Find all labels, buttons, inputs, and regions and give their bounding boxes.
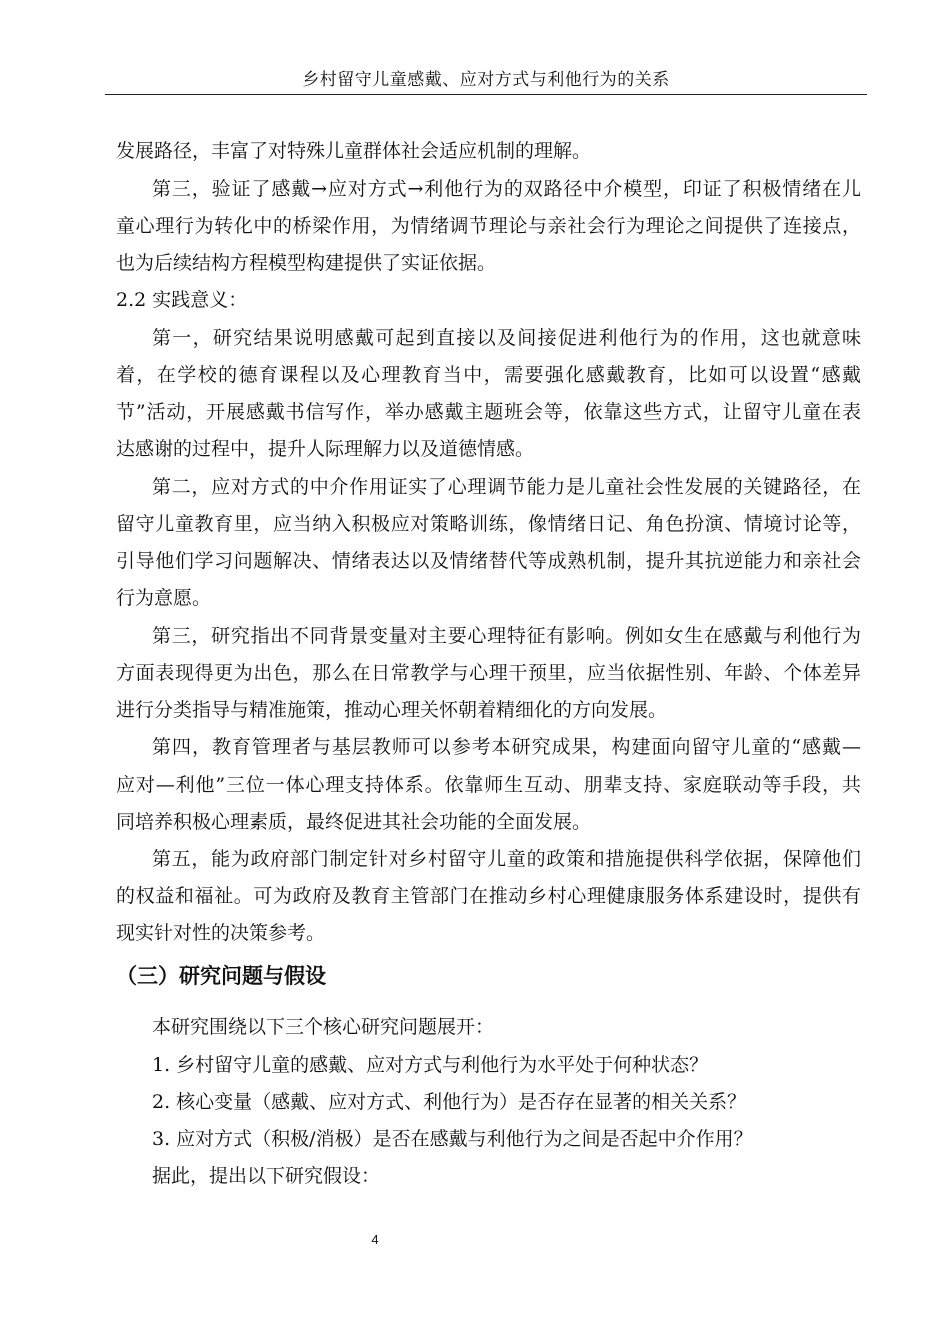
body-line: 节”活动，开展感戴书信写作，举办感戴主题班会等，依靠这些方式，让留守儿童在表 [116,401,861,423]
body-line: 达感谢的过程中，提升人际理解力以及道德情感。 [116,438,535,460]
body-line: 着，在学校的德育课程以及心理教育当中，需要强化感戴教育，比如可以设置“感戴 [116,364,861,386]
body-line: 第一，研究结果说明感戴可起到直接以及间接促进利他行为的作用，这也就意味 [152,327,861,349]
running-header: 乡村留守儿童感戴、应对方式与利他行为的关系 [302,70,670,90]
body-line: 第三，研究指出不同背景变量对主要心理特征有影响。例如女生在感戴与利他行为 [152,625,861,647]
section-heading: （三）研究问题与假设 [116,964,326,988]
body-line: 的权益和福祉。可为政府及教育主管部门在推动乡村心理健康服务体系建设时，提供有 [116,885,861,907]
body-line: 应对—利他”三位一体心理支持体系。依靠师生互动、朋辈支持、家庭联动等手段，共 [116,774,861,796]
question-item: 2. 核心变量（感戴、应对方式、利他行为）是否存在显著的相关关系？ [152,1091,747,1113]
body-line: 第四，教育管理者与基层教师可以参考本研究成果，构建面向留守儿童的“感戴— [152,736,861,758]
body-line: 第三，验证了感戴→应对方式→利他行为的双路径中介模型，印证了积极情绪在儿 [152,178,861,200]
subsection-label: 2.2 实践意义： [116,289,248,311]
body-line: 第二，应对方式的中介作用证实了心理调节能力是儿童社会性发展的关键路径，在 [152,476,861,498]
page-number: 4 [371,1232,379,1247]
body-line: 发展路径，丰富了对特殊儿童群体社会适应机制的理解。 [116,140,592,162]
question-item: 3. 应对方式（积极/消极）是否在感戴与利他行为之间是否起中介作用？ [152,1128,753,1150]
body-line: 现实针对性的决策参考。 [116,922,326,944]
body-line: 童心理行为转化中的桥梁作用，为情绪调节理论与亲社会行为理论之间提供了连接点， [116,215,861,237]
body-line: 也为后续结构方程模型构建提供了实证依据。 [116,252,497,274]
body-line: 留守儿童教育里，应当纳入积极应对策略训练，像情绪日记、角色扮演、情境讨论等， [116,513,861,535]
questions-intro: 本研究围绕以下三个核心研究问题展开： [152,1016,495,1038]
question-item: 1. 乡村留守儿童的感戴、应对方式与利他行为水平处于何种状态？ [152,1054,709,1076]
body-line: 行为意愿。 [116,587,212,609]
body-line: 方面表现得更为出色，那么在日常教学与心理干预里，应当依据性别、年龄、个体差异 [116,662,861,684]
header-rule [105,94,867,95]
hypotheses-intro: 据此，提出以下研究假设： [152,1165,381,1187]
body-line: 第五，能为政府部门制定针对乡村留守儿童的政策和措施提供科学依据，保障他们 [152,848,861,870]
body-line: 同培养积极心理素质，最终促进其社会功能的全面发展。 [116,811,592,833]
body-line: 进行分类指导与精准施策，推动心理关怀朝着精细化的方向发展。 [116,699,668,721]
body-line: 引导他们学习问题解决、情绪表达以及情绪替代等成熟机制，提升其抗逆能力和亲社会 [116,550,861,572]
